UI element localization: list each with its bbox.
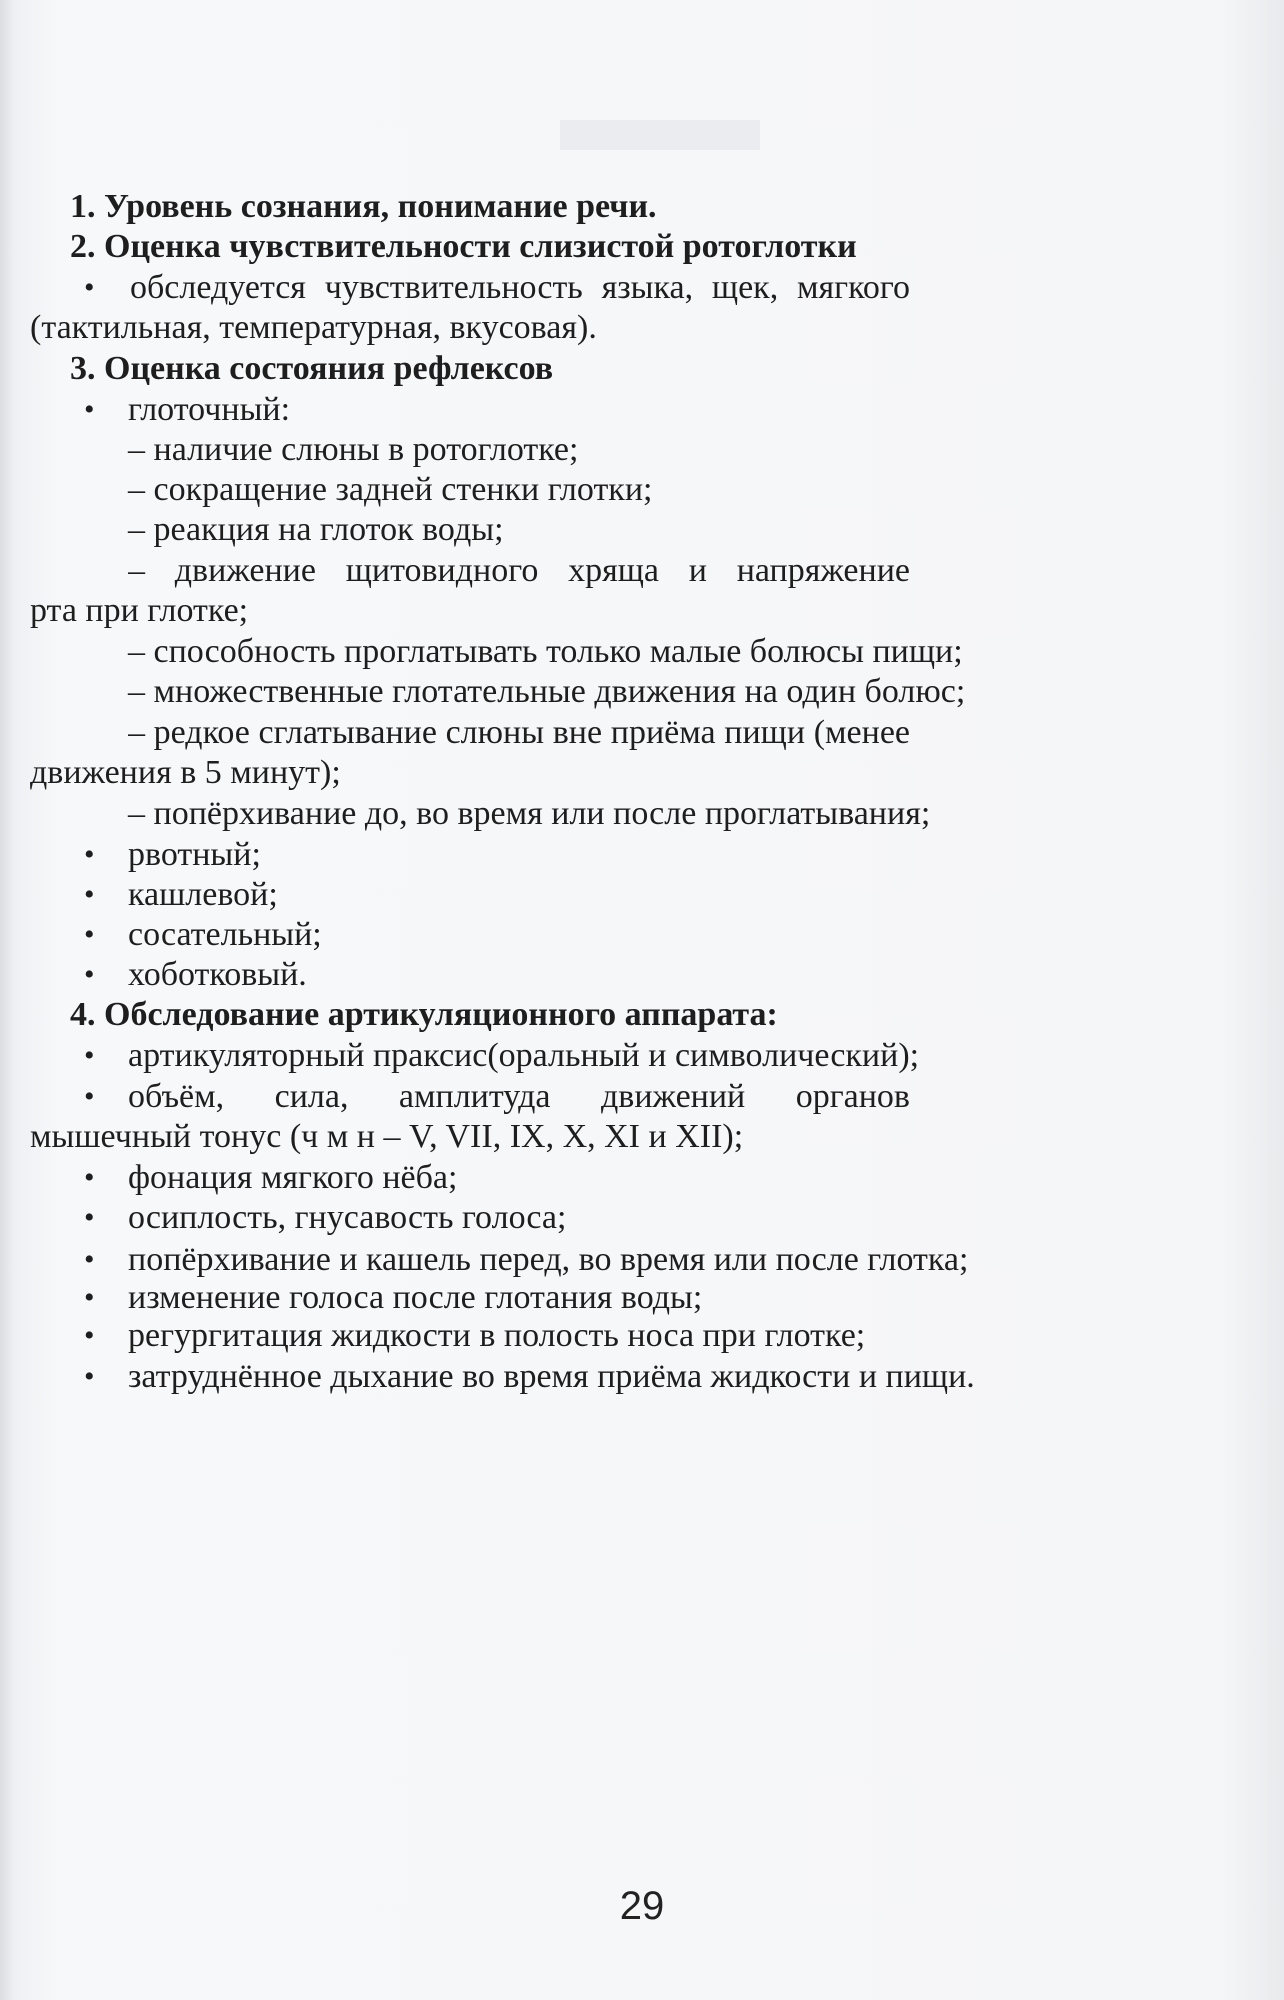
- bullet-icon: •: [84, 1319, 95, 1352]
- bullet-icon: •: [84, 1161, 95, 1194]
- page-number: 29: [619, 1884, 665, 1928]
- list-item: • кашлевой;: [0, 869, 1284, 921]
- list-item: • попёрхивание и кашель перед, во время или после глотка;: [0, 1234, 1284, 1286]
- list-item: • регургитация жидкости в полость носа при глотке;: [0, 1310, 1284, 1362]
- section-1-heading: 1. Уровень сознания, понимание речи.: [70, 188, 657, 225]
- bleed-through-shadow: [560, 120, 760, 150]
- section-2-heading: 2. Оценка чувствительности слизистой ротоглотки: [70, 228, 857, 265]
- bullet-icon: •: [84, 393, 95, 426]
- bullet-icon: •: [84, 1039, 95, 1072]
- sub-item: – попёрхивание до, во время или после проглатывания;: [128, 795, 931, 832]
- bullet-icon: •: [84, 878, 95, 911]
- sub-item-continuation: движения в 5 минут);: [30, 754, 341, 791]
- sub-item: – редкое сглатывание слюны вне приёма пищи (менее: [128, 714, 910, 751]
- list-item: • осиплость, гнусавость голоса;: [0, 1192, 1284, 1244]
- sub-item: – реакция на глоток воды;: [128, 511, 504, 548]
- sub-item-continuation: рта при глотке;: [30, 592, 249, 629]
- section-3-heading: 3. Оценка состояния рефлексов: [70, 350, 554, 387]
- list-item: • обследуется чувствительность языка, щек, мягкого: [0, 262, 1284, 314]
- list-item: • хоботковый.: [0, 949, 1284, 1001]
- sub-item: – наличие слюны в ротоглотке;: [128, 431, 579, 468]
- list-item: • рвотный;: [0, 829, 1284, 881]
- bullet-icon: •: [84, 1243, 95, 1276]
- sub-item: – сокращение задней стенки глотки;: [128, 471, 653, 508]
- list-item: • артикуляторный праксис(оральный и символический);: [0, 1030, 1284, 1082]
- list-item: • глоточный:: [0, 384, 1284, 436]
- list-item: • сосательный;: [0, 909, 1284, 961]
- bullet-icon: •: [84, 838, 95, 871]
- list-item: • затруднённое дыхание во время приёма жидкости и пищи.: [0, 1351, 1284, 1403]
- list-item: • фонация мягкого нёба;: [0, 1152, 1284, 1204]
- section-4-heading: 4. Обследование артикуляционного аппарата:: [70, 996, 778, 1033]
- bullet-icon: •: [84, 1201, 95, 1234]
- sub-item: – множественные глотательные движения на один болюс;: [128, 673, 966, 710]
- bullet-icon: •: [84, 958, 95, 991]
- list-item-continuation: (тактильная, температурная, вкусовая).: [30, 309, 597, 346]
- list-item-continuation: мышечный тонус (ч м н – V, VII, IX, X, XI и XII);: [30, 1118, 744, 1155]
- list-item: • объём, сила, амплитуда движений органов: [0, 1071, 1284, 1123]
- bullet-icon: •: [84, 1360, 95, 1393]
- bullet-icon: •: [84, 1080, 95, 1113]
- sub-item: – способность проглатывать только малые болюсы пищи;: [128, 633, 963, 670]
- bullet-icon: •: [84, 271, 95, 304]
- sub-item: – движение щитовидного хряща и напряжение: [128, 552, 910, 589]
- bullet-icon: •: [84, 1281, 95, 1314]
- bullet-icon: •: [84, 918, 95, 951]
- list-item: • изменение голоса после глотания воды;: [0, 1272, 1284, 1324]
